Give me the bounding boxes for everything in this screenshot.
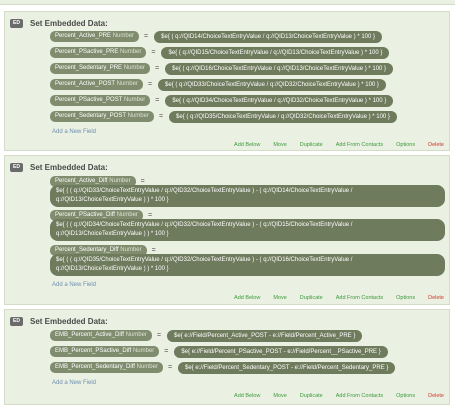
equals-sign: =: [147, 212, 153, 219]
field-value[interactable]: $e{ ( ( q://QID33/ChoiceTextEntryValue / q://QID32/ChoiceTextEntryValue ) - ( q://QID14/ChoiceTextEntryValue / q://QID13/ChoiceTextEntryValue ) ) * 100 }: [50, 185, 445, 207]
duplicate-link[interactable]: Duplicate: [299, 393, 323, 399]
field-name[interactable]: Percent_PSactive_POST Number: [50, 95, 150, 106]
block-actions: [221, 393, 444, 399]
field-row: [50, 330, 362, 342]
field-name[interactable]: Percent_PSactive_PRE Number: [50, 47, 146, 58]
block-actions: [221, 295, 444, 301]
duplicate-link[interactable]: Duplicate: [299, 142, 323, 148]
equals-sign: =: [151, 49, 156, 56]
equals-sign: =: [164, 348, 169, 355]
block-header: [10, 160, 108, 174]
equals-sign: =: [151, 247, 156, 254]
field-name[interactable]: Percent_Sedentary_PRE Number: [50, 63, 150, 74]
field-name[interactable]: Percent_Sedentary_Diff Number: [50, 245, 147, 256]
block-title: Set Embedded Data:: [30, 18, 108, 28]
equals-sign: =: [167, 364, 173, 371]
field-row: [50, 79, 386, 91]
field-value[interactable]: $e{ e://Field/Percent_PSactive_POST - e://Field/Percent__PSactive_PRE }: [174, 346, 387, 358]
add-from-contacts-link[interactable]: Add From Contacts: [335, 142, 384, 148]
field-row: [50, 111, 397, 123]
move-link[interactable]: Move: [273, 295, 287, 301]
field-row: [50, 362, 395, 374]
equals-sign: =: [147, 81, 153, 88]
field-value[interactable]: $e{ e://Field/Percent_Sedentary_POST - e://Field/Percent_Sedentary_PRE }: [178, 362, 395, 374]
delete-link[interactable]: Delete: [428, 393, 444, 399]
block-header: [10, 314, 108, 328]
embedded-data-icon: ED: [10, 163, 23, 172]
field-row: [50, 346, 388, 358]
add-from-contacts-link[interactable]: Add From Contacts: [335, 295, 384, 301]
field-name[interactable]: Percent_Active_Diff Number: [50, 176, 136, 187]
embedded-data-icon: ED: [10, 317, 23, 326]
equals-sign: =: [155, 65, 160, 72]
field-value[interactable]: $e{ ( ( q://QID35/ChoiceTextEntryValue / q://QID32/ChoiceTextEntryValue ) - ( q://QID16/ChoiceTextEntryValue / q://QID13/ChoiceTextEntryValue ) ) * 100 }: [50, 254, 445, 276]
add-below-link[interactable]: Add Below: [234, 142, 261, 148]
options-link[interactable]: Options: [396, 142, 416, 148]
field-value[interactable]: $e{ ( q://QID33/ChoiceTextEntryValue / q://QID32/ChoiceTextEntryValue ) * 100 }: [158, 79, 386, 91]
field-value[interactable]: $e{ e://Field/Percent_Active_POST - e://Field/Percent_Active_PRE }: [167, 330, 362, 342]
field-row: [50, 95, 393, 107]
equals-sign: =: [155, 97, 160, 104]
block-title: Set Embedded Data:: [30, 162, 108, 172]
embedded-data-icon: ED: [10, 19, 23, 28]
equals-sign: =: [158, 113, 164, 120]
field-value[interactable]: $e{ ( q://QID34/ChoiceTextEntryValue / q://QID32/ChoiceTextEntryValue ) * 100 }: [165, 95, 393, 107]
options-link[interactable]: Options: [396, 393, 416, 399]
delete-link[interactable]: Delete: [428, 295, 444, 301]
delete-link[interactable]: Delete: [428, 142, 444, 148]
equals-sign: =: [144, 33, 149, 40]
field-row: [50, 47, 389, 59]
add-from-contacts-link[interactable]: Add From Contacts: [335, 393, 384, 399]
field-value[interactable]: $e{ ( q://QID14/ChoiceTextEntryValue / q://QID13/ChoiceTextEntryValue ) * 100 }: [154, 31, 382, 43]
embedded-data-block: [4, 11, 450, 151]
duplicate-link[interactable]: Duplicate: [299, 295, 323, 301]
add-new-field-link[interactable]: Add a New Field: [52, 282, 97, 288]
field-row: [50, 31, 382, 43]
field-name[interactable]: Percent_Active_POST Number: [50, 79, 143, 90]
block-title: Set Embedded Data:: [30, 316, 108, 326]
field-value[interactable]: $e{ ( q://QID35/ChoiceTextEntryValue / q://QID32/ChoiceTextEntryValue ) * 100 }: [169, 111, 397, 123]
equals-sign: =: [156, 332, 162, 339]
block-actions: [221, 142, 444, 148]
options-link[interactable]: Options: [396, 295, 416, 301]
add-below-link[interactable]: Add Below: [234, 295, 261, 301]
field-value[interactable]: $e{ ( ( q://QID34/ChoiceTextEntryValue / q://QID32/ChoiceTextEntryValue ) - ( q://QID15/ChoiceTextEntryValue / q://QID13/ChoiceTextEntryValue ) ) * 100 }: [50, 219, 445, 241]
field-row: [50, 63, 393, 75]
field-name[interactable]: Percent_Active_PRE Number: [50, 31, 139, 42]
field-name[interactable]: EMB_Percent_Active_Diff Number: [50, 330, 152, 341]
move-link[interactable]: Move: [273, 393, 287, 399]
block-header: [10, 16, 108, 30]
add-below-link[interactable]: Add Below: [234, 393, 261, 399]
field-value[interactable]: $e{ ( q://QID15/ChoiceTextEntryValue / q://QID13/ChoiceTextEntryValue ) * 100 }: [161, 47, 389, 59]
equals-sign: =: [140, 178, 145, 185]
page-margin: [455, 0, 474, 418]
field-name[interactable]: EMB_Percent_PSactive_Diff Number: [50, 346, 159, 357]
field-value[interactable]: $e{ ( q://QID16/ChoiceTextEntryValue / q://QID13/ChoiceTextEntryValue ) * 100 }: [165, 63, 393, 75]
field-name[interactable]: Percent_PSactive_Diff Number: [50, 210, 143, 221]
add-new-field-link[interactable]: Add a New Field: [52, 129, 97, 135]
field-name[interactable]: EMB_Percent_Sedentary_Diff Number: [50, 362, 163, 373]
add-new-field-link[interactable]: Add a New Field: [52, 380, 97, 386]
move-link[interactable]: Move: [273, 142, 287, 148]
embedded-data-block: [4, 155, 450, 305]
field-name[interactable]: Percent_Sedentary_POST Number: [50, 111, 154, 122]
previous-block-actions: [0, 0, 474, 5]
embedded-data-block: [4, 309, 450, 405]
